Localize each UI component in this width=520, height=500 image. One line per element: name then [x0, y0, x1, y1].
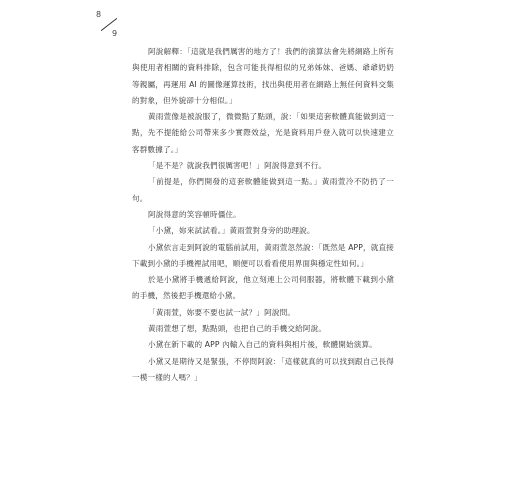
paragraph: 小黛在新下載的 APP 內輸入自己的資料與相片後，軟體開始演算。 — [148, 340, 378, 350]
paragraph: 阿說解釋：「這就是我們厲害的地方了！我們的演算法會先將網路上所有與使用者相關的資料排除，包含可能長得相似的兄弟姊妹、爸媽、爺爺奶奶等親屬，再運用 AI 的圖像運算技術，找出與使用者在網路上無任何資料交集的對象，但外貌卻十分相似。」 — [132, 47, 394, 105]
paragraph: 阿說得意的笑容頓時僵住。 — [148, 209, 241, 219]
total-page-count: 9 — [112, 29, 118, 38]
paragraph: 「小黛，妳來試試看。」黃雨萱對身旁的助理說。 — [148, 226, 315, 236]
paragraph: 小黛依言走到阿說的電腦前試用，黃雨萱忽然說：「既然是 APP，就直接下載到小黛的手機裡試用吧，順便可以看看使用界面與穩定性如何。」 — [132, 242, 394, 268]
page-indicator — [93, 10, 123, 40]
paragraph: 於是小黛將手機遞給阿說，他立刻連上公司伺服器，將軟體下載到小黛的手機，然後把手機還給小黛。 — [132, 275, 394, 301]
paragraph: 黃雨萱想了想，點點頭，也把自己的手機交給阿說。 — [148, 324, 327, 334]
paragraph: 小黛又是期待又是緊張，不停問阿說：「這樣就真的可以找到跟自己長得一模一樣的人嗎？」 — [132, 356, 394, 382]
paragraph: 黃雨萱像是被說服了，微微點了點頭，說：「如果這套軟體真能做到這一點，先不提能給公司帶來多少實際效益，光是資料用戶登入就可以快速建立客群數據了。」 — [132, 112, 394, 154]
paragraph: 「前提是，你們開發的這套軟體能做到這一點。」黃雨萱冷不防扔了一句。 — [132, 177, 394, 203]
story-text — [132, 44, 394, 386]
current-page-number: 8 — [96, 10, 102, 19]
paragraph: 「是不是？就說我們很厲害吧！」阿說得意到不行。 — [148, 161, 327, 171]
paragraph: 「黃雨萱，妳要不要也試一試？」阿說問。 — [148, 307, 296, 317]
